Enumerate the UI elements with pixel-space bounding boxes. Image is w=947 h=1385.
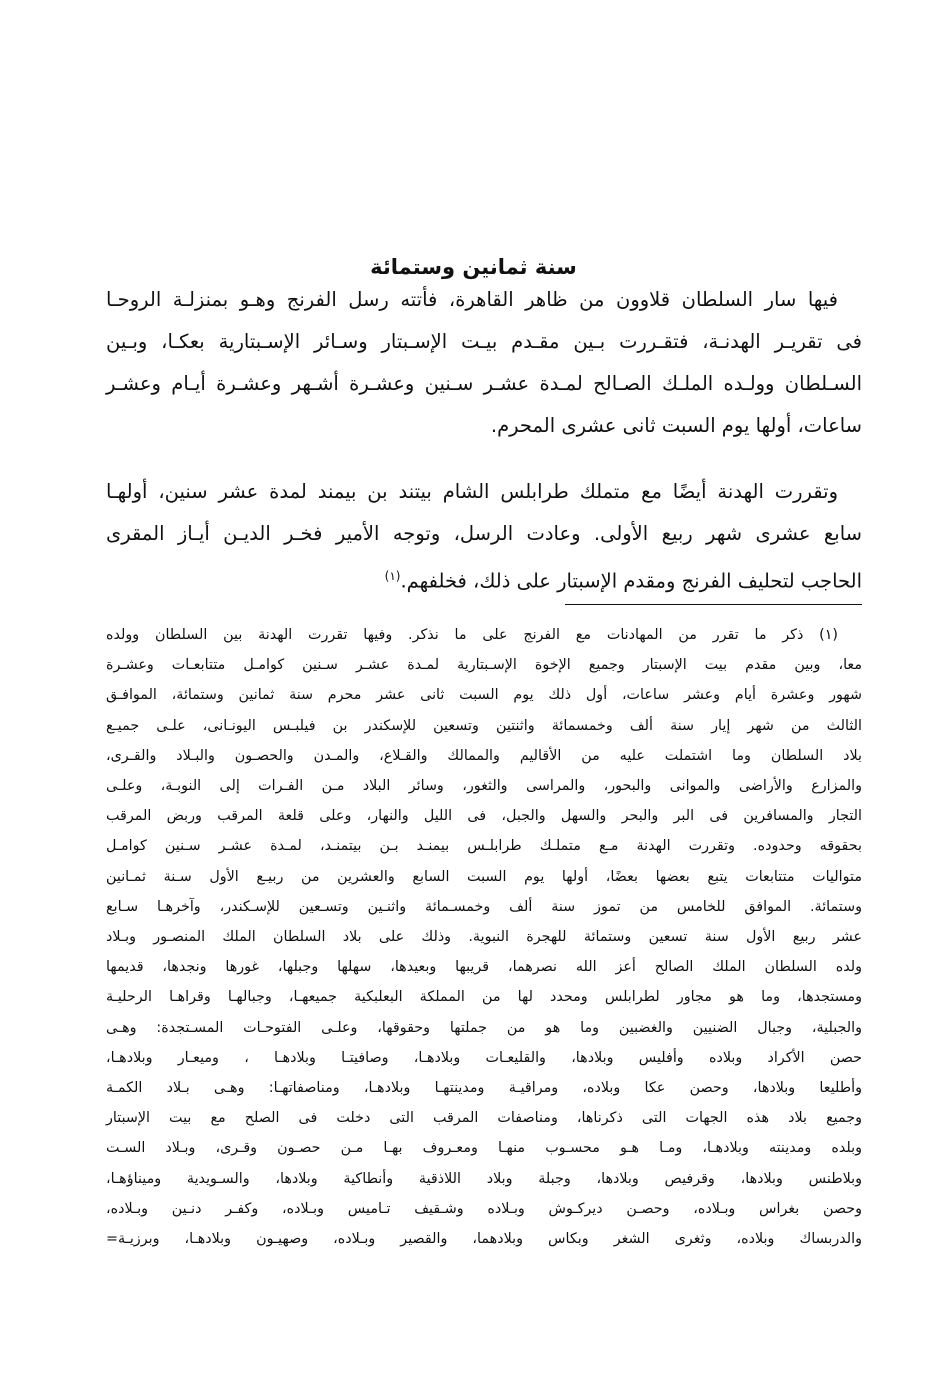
footnote-line: ومستجدها، وما هو مجاور لطرابلس ومحدد لها من المملكة البعلبكية جميعهـا، وجبالهـا وقراهـا الرحليـة (106, 989, 862, 1006)
footnote-line: شهور وعشرة أيام وعشر ساعات، أول ذلك يوم السبت ثانى عشر محرم سنة ثمانين وستمائة، الموافـق (106, 687, 862, 704)
footnote-reference[interactable]: (١) (384, 569, 401, 583)
chapter-title: سنة ثمانين وستمائة (370, 255, 577, 279)
footnote-line: متواليات متتابعات يتبع بعضها بعضًا، أولها يوم السبت السابع والعشرين من ربيـع الأول سـنة ثمـانين (106, 868, 862, 885)
footnote-line: وستمائة. الموافق للخامس من تموز سنة ألف وخمسـمائة واثنـين وتسـعين للإسـكندر، وآخرهـا سـابع (106, 898, 862, 915)
body-line-last (106, 561, 862, 591)
footnote-line: وبلاطنس وبلادها، وقرفيص وبلادها، وجبلة وبلاد اللاذقية وأنطاكية وبلادها، والسـويدية وميناؤهـا، (106, 1170, 862, 1187)
footnote-line: التجار والمسافرين فى البر والبحر والسهل والجبل، فى الليل والنهار، وعلى قلعة المرقب وربض المرقب (106, 808, 862, 825)
footnote-line: (١) ذكر ما تقرر من المهادنات مع الفرنج على ما نذكر. وفيها تقررت الهدنة بين السلطان وولده (106, 627, 838, 643)
body-line: وتقررت الهدنة أيضًا مع متملك طرابلس الشام بيتند بن بيمند لمدة عشر سنين، أولهـا (106, 480, 838, 503)
footnote-line: ولده السلطان الملك الصالح أعز الله نصرهما، قريبها وبعيدها، سهلها وجبلها، غورها ونجدها، قديمها (106, 959, 862, 976)
footnote-line: الثالث من شهر إيار سنة ألف وخمسمائة واثنتين وتسعين للإسكندر بن فيلبـس اليونـانى، علـى جميـع (106, 717, 862, 734)
footnote-line: والدربساك وبلاده، وثغرى الشغر وبكاس وبلادهما، والقصير وبـلاده، وصهيـون وبلادهـا، وبرزيـة= (106, 1231, 862, 1247)
footnote-line: وبلده ومدينته وبلادهـا، ومـا هـو محسـوب منهـا ومعـروف بهـا مـن حصـون وقـرى، وبـلاد السـت (106, 1140, 862, 1157)
footnote-line: بلاد السلطان وما اشتملت عليه من الأقاليم والممالك والقـلاع، والمـدن والحصـون والبـلاد والقـرى، (106, 747, 862, 764)
body-line: فيها سار السلطان قلاوون من ظاهر القاهرة، فأتته رسل الفرنج وهـو بمنزلـة الروحـا (106, 288, 838, 311)
footnote-line: عشر ربيع الأول سنة تسعين وستمائة للهجرة النبوية. وذلك على بلاد السلطان الملك المنصـور وبـلاد (106, 929, 862, 945)
footnote-line: حصن الأكراد وبلاده وأفليس وبلادها، والقليعـات وبلادهـا، وصافيتـا وبلادهـا ، وميعـار وبلادهـا، (106, 1049, 862, 1066)
footnote-line: والجبلية، وجبال الضنيين والغضبين وما هو من جملتها وحقوقها، وعلـى الفتوحـات المسـتجدة: وهـى (106, 1019, 862, 1036)
footnote-line: وأطليعا وبلادها، وحصن عكا وبلاده، ومراقيـة ومدينتهـا وبلادهـا، ومناصفاتهـا: وهـى بـلاد الكمـة (106, 1080, 862, 1096)
footnote-divider (565, 604, 862, 605)
body-line-text: الحاجب لتحليف الفرنج ومقدم الإسبتار على ذلك، فخلفهم. (400, 569, 862, 593)
footnote-line: وحصن بغراس وبـلاده، وحصـن ديركـوش وبـلاده وشـقيف تـاميس وبـلاده، وكفـر دنـين وبـلاده، (106, 1200, 862, 1217)
footnote-line: والمزارع والأراضى والموانى والبحور، والمراسى والثغور، وسائر البلاد مـن الفـرات إلى النوبـة، وعلـى (106, 778, 862, 794)
footnote-line: وجميع بلاد هذه الجهات التى ذكرناها، ومناصفات المرقب التى دخلت فى الصلح مع بيت الإسبتار (106, 1110, 862, 1127)
footnote-line: بحقوقه وحدوده. وتقررت الهدنة مـع متملـك طرابلـس بيمنـد بـن بيتمنـد، لمـدة عشـر سـنين كوامـل (106, 838, 862, 855)
footnote-line: معا، وبين مقدم بيت الإسبتار وجميع الإخوة الإسـبتارية لمـدة عشـر سـنين كوامـل متتابعـات وعشـرة (106, 657, 862, 674)
body-line: فى تقريـر الهدنـة، فتقـررت بـين مقـدم بيـت الإسـبتار وسـائر الإسـبتارية بعكـا، وبـين (106, 330, 862, 353)
body-line: سابع عشرى شهر ربيع الأولى. وعادت الرسل، وتوجه الأمير فخـر الديـن أيـاز المقرى (106, 522, 862, 545)
body-line: السـلطان وولـده الملـك الصـالح لمـدة عشـر سـنين وعشـرة أشـهر وعشـرة أيـام وعشـر (106, 372, 862, 395)
body-line: ساعات، أولها يوم السبت ثانى عشرى المحرم. (490, 414, 862, 437)
